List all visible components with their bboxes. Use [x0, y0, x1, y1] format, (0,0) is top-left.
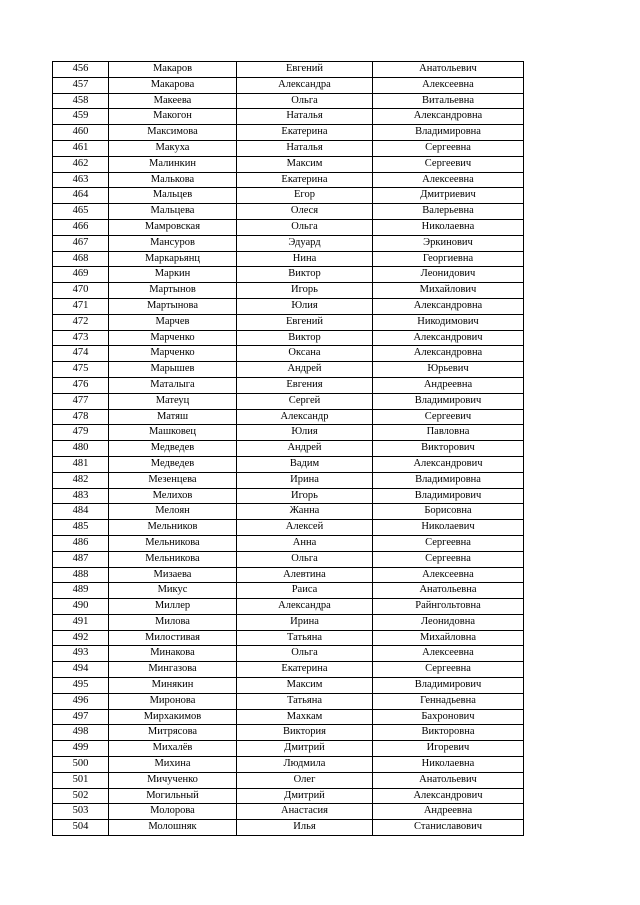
patronymic-cell: Сергеевич: [373, 156, 524, 172]
patronymic-cell: Владимирович: [373, 488, 524, 504]
first-name-cell: Виктор: [237, 330, 373, 346]
row-number-cell: 462: [53, 156, 109, 172]
last-name-cell: Медведев: [109, 456, 237, 472]
table-row: [53, 535, 524, 551]
first-name-cell: Эдуард: [237, 235, 373, 251]
patronymic-cell: Анатольевич: [373, 772, 524, 788]
table-row: [53, 693, 524, 709]
row-number-cell: 486: [53, 535, 109, 551]
patronymic-cell: Игоревич: [373, 741, 524, 757]
first-name-cell: Екатерина: [237, 125, 373, 141]
patronymic-cell: Николаевич: [373, 520, 524, 536]
last-name-cell: Машковец: [109, 425, 237, 441]
patronymic-cell: Дмитриевич: [373, 188, 524, 204]
patronymic-cell: Витальевна: [373, 93, 524, 109]
row-number-cell: 489: [53, 583, 109, 599]
last-name-cell: Макуха: [109, 140, 237, 156]
last-name-cell: Максимова: [109, 125, 237, 141]
first-name-cell: Олеся: [237, 204, 373, 220]
row-number-cell: 482: [53, 472, 109, 488]
last-name-cell: Михина: [109, 757, 237, 773]
last-name-cell: Матяш: [109, 409, 237, 425]
table-row: [53, 725, 524, 741]
table-row: [53, 77, 524, 93]
row-number-cell: 478: [53, 409, 109, 425]
row-number-cell: 467: [53, 235, 109, 251]
table-row: [53, 504, 524, 520]
patronymic-cell: Александровна: [373, 298, 524, 314]
last-name-cell: Мелоян: [109, 504, 237, 520]
first-name-cell: Наталья: [237, 140, 373, 156]
patronymic-cell: Алексеевна: [373, 77, 524, 93]
table-row: [53, 772, 524, 788]
patronymic-cell: Владимирович: [373, 393, 524, 409]
table-row: [53, 93, 524, 109]
row-number-cell: 490: [53, 599, 109, 615]
table-row: [53, 377, 524, 393]
last-name-cell: Мальцев: [109, 188, 237, 204]
row-number-cell: 464: [53, 188, 109, 204]
table-row: [53, 140, 524, 156]
first-name-cell: Илья: [237, 820, 373, 836]
row-number-cell: 480: [53, 441, 109, 457]
table-row: [53, 362, 524, 378]
row-number-cell: 503: [53, 804, 109, 820]
table-row: [53, 267, 524, 283]
table-row: [53, 599, 524, 615]
row-number-cell: 483: [53, 488, 109, 504]
last-name-cell: Могильный: [109, 788, 237, 804]
row-number-cell: 493: [53, 646, 109, 662]
row-number-cell: 460: [53, 125, 109, 141]
patronymic-cell: Андреевна: [373, 377, 524, 393]
last-name-cell: Малькова: [109, 172, 237, 188]
patronymic-cell: Владимировна: [373, 472, 524, 488]
row-number-cell: 459: [53, 109, 109, 125]
first-name-cell: Егор: [237, 188, 373, 204]
row-number-cell: 492: [53, 630, 109, 646]
table-row: [53, 788, 524, 804]
table-row: [53, 125, 524, 141]
table-row: [53, 678, 524, 694]
patronymic-cell: Георгиевна: [373, 251, 524, 267]
last-name-cell: Милова: [109, 614, 237, 630]
patronymic-cell: Геннадьевна: [373, 693, 524, 709]
first-name-cell: Ирина: [237, 472, 373, 488]
last-name-cell: Миллер: [109, 599, 237, 615]
table-row: [53, 330, 524, 346]
patronymic-cell: Александровна: [373, 346, 524, 362]
patronymic-cell: Николаевна: [373, 219, 524, 235]
patronymic-cell: Викторович: [373, 441, 524, 457]
patronymic-cell: Александрович: [373, 330, 524, 346]
first-name-cell: Дмитрий: [237, 741, 373, 757]
patronymic-cell: Станиславович: [373, 820, 524, 836]
last-name-cell: Матеуц: [109, 393, 237, 409]
patronymic-cell: Михайловна: [373, 630, 524, 646]
table-row: [53, 757, 524, 773]
row-number-cell: 471: [53, 298, 109, 314]
table-row: [53, 346, 524, 362]
first-name-cell: Максим: [237, 156, 373, 172]
last-name-cell: Малинкин: [109, 156, 237, 172]
table-row: [53, 156, 524, 172]
last-name-cell: Милостивая: [109, 630, 237, 646]
row-number-cell: 497: [53, 709, 109, 725]
last-name-cell: Макогон: [109, 109, 237, 125]
patronymic-cell: Эркинович: [373, 235, 524, 251]
table-row: [53, 551, 524, 567]
table-row: [53, 62, 524, 78]
first-name-cell: Андрей: [237, 441, 373, 457]
row-number-cell: 468: [53, 251, 109, 267]
patronymic-cell: Валерьевна: [373, 204, 524, 220]
first-name-cell: Жанна: [237, 504, 373, 520]
first-name-cell: Александр: [237, 409, 373, 425]
last-name-cell: Марченко: [109, 330, 237, 346]
patronymic-cell: Алексеевна: [373, 172, 524, 188]
table-row: [53, 219, 524, 235]
table-row: [53, 804, 524, 820]
table-row: [53, 630, 524, 646]
first-name-cell: Екатерина: [237, 172, 373, 188]
table-row: [53, 109, 524, 125]
patronymic-cell: Александрович: [373, 788, 524, 804]
last-name-cell: Макаров: [109, 62, 237, 78]
first-name-cell: Игорь: [237, 488, 373, 504]
patronymic-cell: Павловна: [373, 425, 524, 441]
row-number-cell: 466: [53, 219, 109, 235]
first-name-cell: Максим: [237, 678, 373, 694]
last-name-cell: Минакова: [109, 646, 237, 662]
last-name-cell: Молорова: [109, 804, 237, 820]
table-row: [53, 567, 524, 583]
first-name-cell: Виктория: [237, 725, 373, 741]
last-name-cell: Маркарьянц: [109, 251, 237, 267]
first-name-cell: Татьяна: [237, 693, 373, 709]
last-name-cell: Молошняк: [109, 820, 237, 836]
patronymic-cell: Владимирович: [373, 678, 524, 694]
table-row: [53, 456, 524, 472]
table-row: [53, 614, 524, 630]
table-row: [53, 820, 524, 836]
row-number-cell: 481: [53, 456, 109, 472]
row-number-cell: 472: [53, 314, 109, 330]
roster-table-body: [53, 62, 524, 836]
patronymic-cell: Юрьевич: [373, 362, 524, 378]
patronymic-cell: Бахронович: [373, 709, 524, 725]
last-name-cell: Мирхакимов: [109, 709, 237, 725]
last-name-cell: Мартынов: [109, 283, 237, 299]
first-name-cell: Дмитрий: [237, 788, 373, 804]
first-name-cell: Нина: [237, 251, 373, 267]
row-number-cell: 502: [53, 788, 109, 804]
patronymic-cell: Никодимович: [373, 314, 524, 330]
row-number-cell: 485: [53, 520, 109, 536]
row-number-cell: 474: [53, 346, 109, 362]
row-number-cell: 488: [53, 567, 109, 583]
last-name-cell: Мизаева: [109, 567, 237, 583]
last-name-cell: Мельникова: [109, 535, 237, 551]
last-name-cell: Мельников: [109, 520, 237, 536]
table-row: [53, 520, 524, 536]
row-number-cell: 473: [53, 330, 109, 346]
first-name-cell: Ольга: [237, 93, 373, 109]
row-number-cell: 470: [53, 283, 109, 299]
patronymic-cell: Сергеевич: [373, 409, 524, 425]
first-name-cell: Екатерина: [237, 662, 373, 678]
first-name-cell: Ольга: [237, 551, 373, 567]
patronymic-cell: Борисовна: [373, 504, 524, 520]
table-row: [53, 283, 524, 299]
last-name-cell: Мельникова: [109, 551, 237, 567]
first-name-cell: Раиса: [237, 583, 373, 599]
last-name-cell: Марышев: [109, 362, 237, 378]
first-name-cell: Александра: [237, 599, 373, 615]
table-row: [53, 709, 524, 725]
row-number-cell: 461: [53, 140, 109, 156]
first-name-cell: Алексей: [237, 520, 373, 536]
first-name-cell: Анна: [237, 535, 373, 551]
patronymic-cell: Сергеевна: [373, 662, 524, 678]
first-name-cell: Ольга: [237, 646, 373, 662]
table-row: [53, 188, 524, 204]
row-number-cell: 494: [53, 662, 109, 678]
first-name-cell: Людмила: [237, 757, 373, 773]
patronymic-cell: Андреевна: [373, 804, 524, 820]
first-name-cell: Оксана: [237, 346, 373, 362]
last-name-cell: Мезенцева: [109, 472, 237, 488]
row-number-cell: 495: [53, 678, 109, 694]
patronymic-cell: Александрович: [373, 456, 524, 472]
first-name-cell: Олег: [237, 772, 373, 788]
row-number-cell: 456: [53, 62, 109, 78]
patronymic-cell: Владимировна: [373, 125, 524, 141]
last-name-cell: Маркин: [109, 267, 237, 283]
first-name-cell: Евгений: [237, 62, 373, 78]
row-number-cell: 469: [53, 267, 109, 283]
row-number-cell: 491: [53, 614, 109, 630]
last-name-cell: Мичученко: [109, 772, 237, 788]
first-name-cell: Юлия: [237, 298, 373, 314]
patronymic-cell: Николаевна: [373, 757, 524, 773]
row-number-cell: 463: [53, 172, 109, 188]
first-name-cell: Алевтина: [237, 567, 373, 583]
first-name-cell: Юлия: [237, 425, 373, 441]
row-number-cell: 504: [53, 820, 109, 836]
table-row: [53, 662, 524, 678]
row-number-cell: 457: [53, 77, 109, 93]
row-number-cell: 479: [53, 425, 109, 441]
last-name-cell: Мелихов: [109, 488, 237, 504]
table-row: [53, 488, 524, 504]
table-row: [53, 583, 524, 599]
table-row: [53, 409, 524, 425]
first-name-cell: Евгения: [237, 377, 373, 393]
last-name-cell: Мансуров: [109, 235, 237, 251]
table-row: [53, 204, 524, 220]
row-number-cell: 477: [53, 393, 109, 409]
patronymic-cell: Сергеевна: [373, 551, 524, 567]
table-row: [53, 235, 524, 251]
roster-table: [52, 61, 524, 836]
first-name-cell: Анастасия: [237, 804, 373, 820]
first-name-cell: Виктор: [237, 267, 373, 283]
table-row: [53, 646, 524, 662]
first-name-cell: Сергей: [237, 393, 373, 409]
first-name-cell: Ирина: [237, 614, 373, 630]
last-name-cell: Мартынова: [109, 298, 237, 314]
last-name-cell: Митрясова: [109, 725, 237, 741]
first-name-cell: Ольга: [237, 219, 373, 235]
table-row: [53, 251, 524, 267]
patronymic-cell: Анатольевич: [373, 62, 524, 78]
first-name-cell: Евгений: [237, 314, 373, 330]
table-row: [53, 441, 524, 457]
row-number-cell: 500: [53, 757, 109, 773]
row-number-cell: 499: [53, 741, 109, 757]
first-name-cell: Махкам: [237, 709, 373, 725]
table-row: [53, 172, 524, 188]
row-number-cell: 498: [53, 725, 109, 741]
patronymic-cell: Алексеевна: [373, 567, 524, 583]
last-name-cell: Мингазова: [109, 662, 237, 678]
row-number-cell: 487: [53, 551, 109, 567]
last-name-cell: Медведев: [109, 441, 237, 457]
first-name-cell: Андрей: [237, 362, 373, 378]
last-name-cell: Маталыга: [109, 377, 237, 393]
patronymic-cell: Викторовна: [373, 725, 524, 741]
last-name-cell: Мальцева: [109, 204, 237, 220]
last-name-cell: Миронова: [109, 693, 237, 709]
patronymic-cell: Анатольевна: [373, 583, 524, 599]
first-name-cell: Александра: [237, 77, 373, 93]
table-row: [53, 741, 524, 757]
table-row: [53, 298, 524, 314]
last-name-cell: Макеева: [109, 93, 237, 109]
last-name-cell: Марчев: [109, 314, 237, 330]
row-number-cell: 475: [53, 362, 109, 378]
last-name-cell: Микус: [109, 583, 237, 599]
patronymic-cell: Райнгольтовна: [373, 599, 524, 615]
first-name-cell: Вадим: [237, 456, 373, 472]
last-name-cell: Минякин: [109, 678, 237, 694]
row-number-cell: 496: [53, 693, 109, 709]
row-number-cell: 501: [53, 772, 109, 788]
patronymic-cell: Михайлович: [373, 283, 524, 299]
table-row: [53, 393, 524, 409]
first-name-cell: Наталья: [237, 109, 373, 125]
row-number-cell: 458: [53, 93, 109, 109]
last-name-cell: Марченко: [109, 346, 237, 362]
row-number-cell: 484: [53, 504, 109, 520]
table-row: [53, 425, 524, 441]
row-number-cell: 465: [53, 204, 109, 220]
patronymic-cell: Алексеевна: [373, 646, 524, 662]
last-name-cell: Мамровская: [109, 219, 237, 235]
last-name-cell: Михалёв: [109, 741, 237, 757]
table-row: [53, 314, 524, 330]
patronymic-cell: Александровна: [373, 109, 524, 125]
patronymic-cell: Сергеевна: [373, 535, 524, 551]
patronymic-cell: Леонидович: [373, 267, 524, 283]
first-name-cell: Игорь: [237, 283, 373, 299]
row-number-cell: 476: [53, 377, 109, 393]
last-name-cell: Макарова: [109, 77, 237, 93]
patronymic-cell: Сергеевна: [373, 140, 524, 156]
first-name-cell: Татьяна: [237, 630, 373, 646]
table-row: [53, 472, 524, 488]
patronymic-cell: Леонидовна: [373, 614, 524, 630]
